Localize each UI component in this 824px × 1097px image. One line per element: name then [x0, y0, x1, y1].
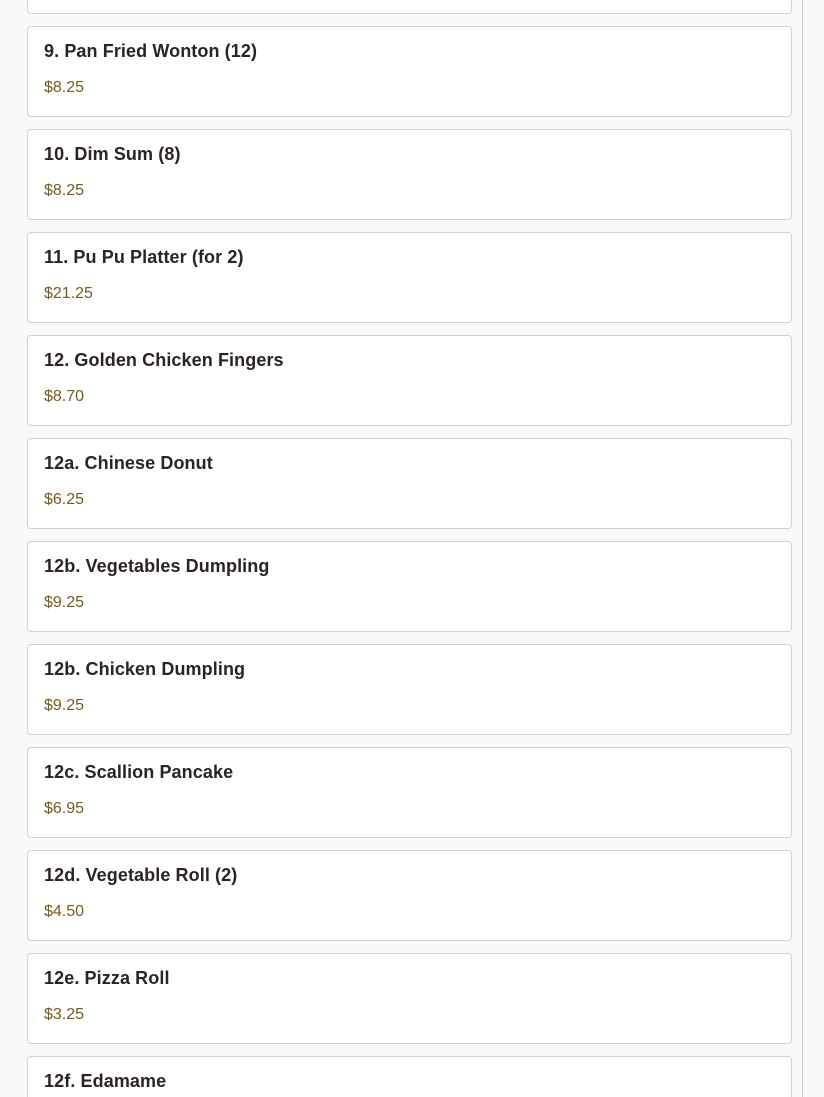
menu-item-price: $8.25 — [44, 79, 85, 96]
page-edge-divider — [802, 0, 803, 1097]
menu-item-card[interactable] — [27, 644, 792, 735]
menu-item-card[interactable] — [27, 438, 792, 529]
menu-item-card[interactable] — [27, 335, 792, 426]
menu-item-name: 12c. Scallion Pancake — [44, 762, 234, 782]
menu-item-name: 12d. Vegetable Roll (2) — [44, 865, 238, 885]
menu-item-name: 9. Pan Fried Wonton (12) — [44, 41, 258, 61]
menu-item-name: 10. Dim Sum (8) — [44, 144, 181, 164]
menu-item-price: $4.50 — [44, 903, 85, 920]
menu-item-card[interactable] — [27, 953, 792, 1044]
menu-item-name: 12b. Chicken Dumpling — [44, 659, 246, 679]
menu-item-price: $8.25 — [44, 182, 85, 199]
menu-item-card[interactable] — [27, 129, 792, 220]
menu-item-card[interactable] — [27, 232, 792, 323]
menu-item-list — [27, 0, 792, 1097]
menu-item-card[interactable] — [27, 747, 792, 838]
menu-item-card[interactable] — [27, 0, 792, 14]
menu-item-name: 12f. Edamame — [44, 1071, 167, 1091]
menu-item-price: $8.70 — [44, 388, 85, 405]
menu-item-price: $21.25 — [44, 285, 93, 302]
menu-item-name: 12. Golden Chicken Fingers — [44, 350, 284, 370]
menu-item-card[interactable] — [27, 1056, 792, 1097]
menu-item-card[interactable] — [27, 541, 792, 632]
menu-item-price: $9.25 — [44, 594, 85, 611]
menu-item-price: $6.25 — [44, 491, 85, 508]
menu-item-price: $6.95 — [44, 800, 85, 817]
menu-item-name: 12e. Pizza Roll — [44, 968, 170, 988]
menu-item-name: 11. Pu Pu Platter (for 2) — [44, 247, 244, 267]
menu-item-name: 12a. Chinese Donut — [44, 453, 213, 473]
menu-item-price: $3.25 — [44, 1006, 85, 1023]
menu-item-name: 12b. Vegetables Dumpling — [44, 556, 270, 576]
menu-item-card[interactable] — [27, 26, 792, 117]
menu-item-card[interactable] — [27, 850, 792, 941]
menu-item-price: $9.25 — [44, 697, 85, 714]
